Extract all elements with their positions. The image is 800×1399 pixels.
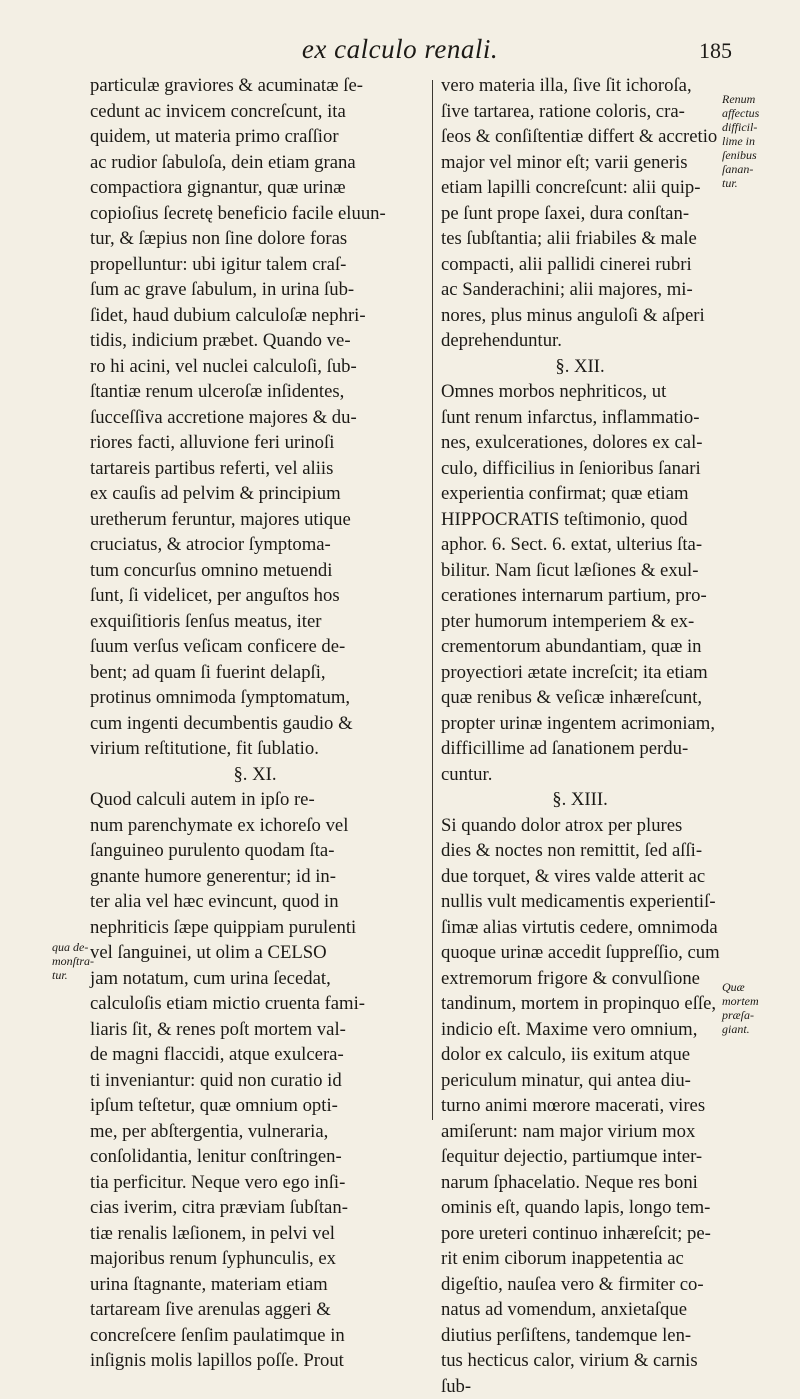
right-column-line: ac Sanderachini; alii majores, mi- [441, 277, 719, 303]
marginal-note-line: monſtra- [52, 954, 94, 968]
left-column-line: ac rudior ſabuloſa, dein etiam grana [90, 150, 420, 176]
left-column-line: ſanguineo purulento quodam ſta- [90, 838, 420, 864]
left-column-line: tartaream ſive arenulas aggeri & [90, 1297, 420, 1323]
left-column-line: nephriticis ſæpe quippiam purulenti [90, 915, 420, 941]
right-column-line: tandinum, mortem in propinquo eſſe, [441, 991, 719, 1017]
right-column-line: §. XII. [441, 354, 719, 380]
left-column-line: ex cauſis ad pelvim & principium [90, 481, 420, 507]
left-column-line: jam notatum, cum urina ſecedat, [90, 966, 420, 992]
right-column-line: turno animi mœrore macerati, vires [441, 1093, 719, 1119]
right-column-line: ſequitur dejectio, partiumque inter- [441, 1144, 719, 1170]
right-column-line: tes ſubſtantia; alii friabiles & male [441, 226, 719, 252]
right-column-line: compacti, alii pallidi cinerei rubri [441, 252, 719, 278]
right-column-line: cuntur. [441, 762, 719, 788]
left-column-line: inſignis molis lapillos poſſe. Prout [90, 1348, 420, 1374]
right-column-line: §. XIII. [441, 787, 719, 813]
right-column-line: due torquet, & vires valde atterit ac [441, 864, 719, 890]
left-column-line: ro hi acini, vel nuclei calculoſi, ſub- [90, 354, 420, 380]
left-column-line: tidis, indicium præbet. Quando ve- [90, 328, 420, 354]
left-column-line: tia perficitur. Neque vero ego inſi- [90, 1170, 420, 1196]
right-column-line: ſive tartarea, ratione coloris, cra- [441, 99, 719, 125]
left-column-line: propelluntur: ubi igitur talem craſ- [90, 252, 420, 278]
right-column-line: propter urinæ ingentem acrimoniam, [441, 711, 719, 737]
right-column-line: digeſtio, nauſea vero & firmiter co- [441, 1272, 719, 1298]
right-column-line: pore ureteri continuo inhæreſcit; pe- [441, 1221, 719, 1247]
marginal-note-line: præſa- [722, 1008, 759, 1022]
right-column-line: dolor ex calculo, iis exitum atque [441, 1042, 719, 1068]
left-column-line: riores facti, alluvione feri urinoſi [90, 430, 420, 456]
marginal-note-left [52, 940, 94, 982]
left-column-line: tur, & ſæpius non ſine dolore foras [90, 226, 420, 252]
right-column-line: narum ſphacelatio. Neque res boni [441, 1170, 719, 1196]
right-column-line: crementorum abundantiam, quæ in [441, 634, 719, 660]
marginal-note-right-bottom [722, 980, 759, 1036]
marginal-note-line: lime in [722, 134, 759, 148]
left-column-line: ipſum teſtetur, quæ omnium opti- [90, 1093, 420, 1119]
right-text-column [441, 73, 719, 1153]
right-column-line: Si quando dolor atrox per plures [441, 813, 719, 839]
left-column-line: cedunt ac invicem concreſcunt, ita [90, 99, 420, 125]
running-title: ex calculo renali. [0, 34, 800, 65]
left-column-line: ſum ac grave ſabulum, in urina ſub- [90, 277, 420, 303]
right-column-line: etiam lapilli concreſcunt: alii quip- [441, 175, 719, 201]
marginal-note-line: tur. [722, 176, 759, 190]
left-column-line: particulæ graviores & acuminatæ ſe- [90, 73, 420, 99]
column-divider [432, 80, 433, 1120]
right-column-line: rit enim ciborum inappetentia ac [441, 1246, 719, 1272]
marginal-note-line: affectus [722, 106, 759, 120]
right-column-line: ſub- [441, 1374, 719, 1399]
marginal-note-line: tur. [52, 968, 94, 982]
left-column-line: cum ingenti decumbentis gaudio & [90, 711, 420, 737]
right-column-line: cerationes internarum partium, pro- [441, 583, 719, 609]
marginal-note-line: mortem [722, 994, 759, 1008]
left-column-line: ſucceſſiva accretione majores & du- [90, 405, 420, 431]
right-column-line: vero materia illa, ſive ſit ichoroſa, [441, 73, 719, 99]
left-column-line: de magni flaccidi, atque exulcera- [90, 1042, 420, 1068]
right-column-line: indicio eſt. Maxime vero omnium, [441, 1017, 719, 1043]
right-column-line: natus ad vomendum, anxietaſque [441, 1297, 719, 1323]
marginal-note-line: ſanan- [722, 162, 759, 176]
right-column-line: bilitur. Nam ſicut læſiones & exul- [441, 558, 719, 584]
left-column-line: gnante humore generentur; id in- [90, 864, 420, 890]
left-column-line: ter alia vel hæc evincunt, quod in [90, 889, 420, 915]
left-column-line: bent; ad quam ſi fuerint delapſi, [90, 660, 420, 686]
right-column-line: HIPPOCRATIS teſtimonio, quod [441, 507, 719, 533]
right-column-line: Omnes morbos nephriticos, ut [441, 379, 719, 405]
left-column-line: conſolidantia, lenitur conſtringen- [90, 1144, 420, 1170]
page-number: 185 [699, 38, 732, 64]
marginal-note-right-top [722, 92, 759, 190]
right-column-line: dies & noctes non remittit, ſed aſſi- [441, 838, 719, 864]
right-column-line: deprehenduntur. [441, 328, 719, 354]
left-column-line: tartareis partibus referti, vel aliis [90, 456, 420, 482]
left-column-line: urina ſtagnante, materiam etiam [90, 1272, 420, 1298]
marginal-note-line: difficil- [722, 120, 759, 134]
right-column-line: proyectiori ætate increſcit; ita etiam [441, 660, 719, 686]
left-column-line: compactiora gignantur, quæ urinæ [90, 175, 420, 201]
right-column-line: quoque urinæ accedit ſuppreſſio, cum [441, 940, 719, 966]
right-column-line: culo, difficilius in ſenioribus ſanari [441, 456, 719, 482]
right-column-line: quæ renibus & veſicæ inhæreſcunt, [441, 685, 719, 711]
left-column-line: majoribus renum ſyphunculis, ex [90, 1246, 420, 1272]
right-column-line: amiſerunt: nam major virium mox [441, 1119, 719, 1145]
right-column-line: experientia confirmat; quæ etiam [441, 481, 719, 507]
right-column-line: nes, exulcerationes, dolores ex cal- [441, 430, 719, 456]
left-column-line: protinus omnimoda ſymptomatum, [90, 685, 420, 711]
left-column-line: copioſius ſecretę beneficio facile eluun- [90, 201, 420, 227]
marginal-note-line: qua de- [52, 940, 94, 954]
right-column-line: pter humorum intemperiem & ex- [441, 609, 719, 635]
left-column-line: calculoſis etiam mictio cruenta fami- [90, 991, 420, 1017]
left-column-line: num parenchymate ex ichoreſo vel [90, 813, 420, 839]
right-column-line: diutius perſiſtens, tandemque len- [441, 1323, 719, 1349]
right-column-line: nullis vult medicamentis experientiſ- [441, 889, 719, 915]
right-column-line: tus hecticus calor, virium & carnis [441, 1348, 719, 1374]
left-column-line: tiæ renalis læſionem, in pelvi vel [90, 1221, 420, 1247]
marginal-note-line: Quæ [722, 980, 759, 994]
right-column-line: ſimæ alias virtutis cedere, omnimoda [441, 915, 719, 941]
left-column-line: exquiſitioris ſenſus meatus, iter [90, 609, 420, 635]
right-column-line: ſunt renum infarctus, inflammatio- [441, 405, 719, 431]
running-head [0, 30, 800, 70]
left-column-line: Quod calculi autem in ipſo re- [90, 787, 420, 813]
right-column-line: pe ſunt prope ſaxei, dura conſtan- [441, 201, 719, 227]
left-column-line: ſuum verſus veſicam conficere de- [90, 634, 420, 660]
right-column-line: nores, plus minus anguloſi & aſperi [441, 303, 719, 329]
left-column-line: quidem, ut materia primo craſſior [90, 124, 420, 150]
left-column-line: vel ſanguinei, ut olim a CELSO [90, 940, 420, 966]
marginal-note-line: giant. [722, 1022, 759, 1036]
right-column-line: major vel minor eſt; varii generis [441, 150, 719, 176]
marginal-note-line: Renum [722, 92, 759, 106]
left-column-line: ſtantiæ renum ulceroſæ inſidentes, [90, 379, 420, 405]
left-column-line: virium reſtitutione, fit ſublatio. [90, 736, 420, 762]
left-column-line: §. XI. [90, 762, 420, 788]
right-column-line: difficillime ad ſanationem perdu- [441, 736, 719, 762]
left-column-line: tum concurſus omnino metuendi [90, 558, 420, 584]
left-column-line: liaris ſit, & renes poſt mortem val- [90, 1017, 420, 1043]
left-column-line: concreſcere ſenſim paulatimque in [90, 1323, 420, 1349]
right-column-line: extremorum frigore & convulſione [441, 966, 719, 992]
left-column-line: cruciatus, & atrocior ſymptoma- [90, 532, 420, 558]
left-text-column [90, 73, 420, 1153]
right-column-line: aphor. 6. Sect. 6. extat, ulterius ſta- [441, 532, 719, 558]
right-column-line: ominis eſt, quando lapis, longo tem- [441, 1195, 719, 1221]
left-column-line: ti inveniantur: quid non curatio id [90, 1068, 420, 1094]
left-column-line: ſidet, haud dubium calculoſæ nephri- [90, 303, 420, 329]
marginal-note-line: ſenibus [722, 148, 759, 162]
left-column-line: me, per abſtergentia, vulneraria, [90, 1119, 420, 1145]
right-column-line: periculum minatur, qui antea diu- [441, 1068, 719, 1094]
right-column-line: ſeos & conſiſtentiæ differt & accretio [441, 124, 719, 150]
left-column-line: cias iverim, citra præviam ſubſtan- [90, 1195, 420, 1221]
left-column-line: ſunt, ſi videlicet, per anguſtos hos [90, 583, 420, 609]
left-column-line: uretherum feruntur, majores utique [90, 507, 420, 533]
